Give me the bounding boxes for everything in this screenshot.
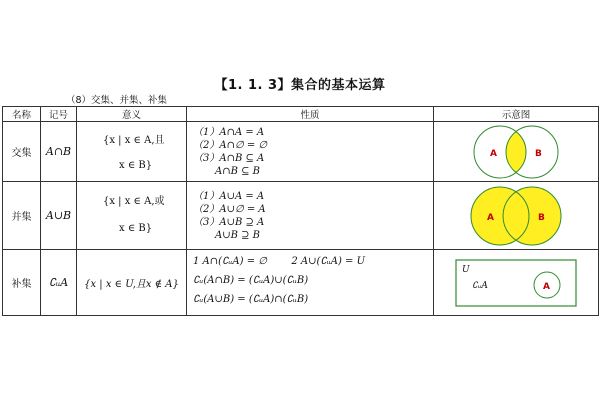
meaning-line: {x | x ∈ U,且x ∉ A}	[84, 279, 179, 290]
label-b: B	[535, 148, 542, 159]
meaning-line: {x | x ∈ A,且	[103, 134, 165, 146]
meaning-line: x ∈ B}	[119, 159, 153, 171]
row-properties	[187, 182, 434, 250]
row-properties	[187, 250, 434, 316]
property-line-1	[193, 255, 433, 268]
meaning-line: x ∈ B}	[119, 222, 153, 234]
row-name: 补集	[3, 250, 41, 316]
property-line: （1）A∪A = A	[193, 190, 265, 202]
header-notation: 记号	[41, 107, 77, 122]
table-row	[3, 250, 599, 316]
section-title: 【1. 1. 3】集合的基本运算	[214, 78, 386, 93]
property-line: （3）A∪B ⊇ A	[193, 216, 265, 228]
row-meaning	[77, 250, 187, 316]
row-name: 并集	[3, 182, 41, 250]
intersection-venn-svg	[456, 123, 576, 181]
header-name: 名称	[3, 107, 41, 122]
property-line: （1）A∩A = A	[193, 126, 265, 138]
complement-svg	[454, 258, 578, 308]
header-properties: 性质	[187, 107, 434, 122]
row-name: 交集	[3, 122, 41, 182]
set-operations-table	[2, 106, 599, 316]
property-line: ∁ᵤ(A∩B) = (∁ᵤA)∪(∁ᵤB)	[193, 275, 309, 286]
row-properties	[187, 122, 434, 182]
row-meaning	[77, 182, 187, 250]
property-line: （3）A∩B ⊆ A	[193, 152, 265, 164]
intersection-venn-diagram	[434, 122, 599, 182]
property-line: A∪B ⊇ B	[215, 229, 261, 241]
property-item: 1 A∩(∁ᵤA) = ∅	[193, 256, 267, 267]
table-header-row	[3, 107, 599, 122]
label-complement: ∁ᵤA	[472, 280, 488, 291]
row-notation: ∁ᵤA	[41, 250, 77, 316]
header-meaning: 意义	[77, 107, 187, 122]
property-item: 2 A∪(∁ᵤA) = U	[291, 256, 366, 267]
property-line: A∩B ⊆ B	[215, 165, 261, 177]
table-row	[3, 122, 599, 182]
label-a: A	[490, 148, 497, 159]
row-meaning	[77, 122, 187, 182]
complement-diagram	[434, 250, 599, 316]
label-b: B	[538, 212, 545, 223]
property-line: ∁ᵤ(A∪B) = (∁ᵤA)∩(∁ᵤB)	[193, 294, 309, 305]
meaning-line: {x | x ∈ A,或	[103, 195, 165, 207]
property-line: （2）A∩∅ = ∅	[193, 139, 268, 151]
row-notation: A∩B	[41, 122, 77, 182]
section-subtitle: （8）交集、并集、补集	[66, 95, 168, 106]
label-u: U	[462, 264, 470, 275]
label-a: A	[487, 212, 494, 223]
table-row	[3, 182, 599, 250]
property-line: （2）A∪∅ = A	[193, 203, 266, 215]
label-a: A	[543, 281, 550, 292]
union-venn-diagram	[434, 182, 599, 250]
header-diagram: 示意图	[434, 107, 599, 122]
union-venn-svg	[454, 184, 578, 248]
row-notation: A∪B	[41, 182, 77, 250]
